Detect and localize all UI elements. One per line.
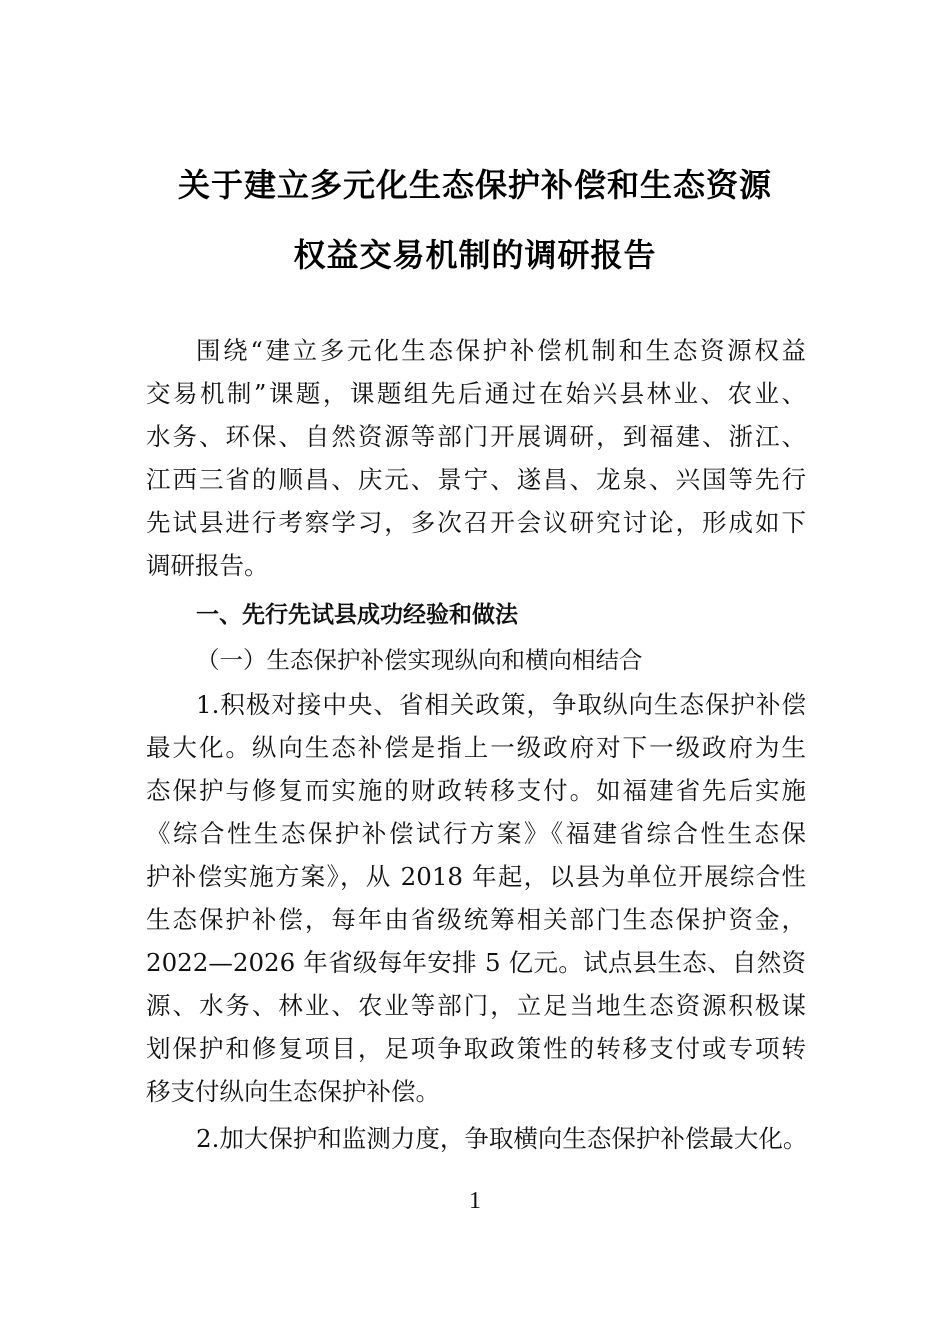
page-number: 1	[469, 1188, 481, 1214]
body-paragraph-line: 生态保护补偿，每年由省级统筹相关部门生态保护资金，	[146, 905, 806, 934]
body-paragraph-line: 最大化。纵向生态补偿是指上一级政府对下一级政府为生	[146, 733, 806, 762]
intro-paragraph-line: 交易机制”课题，课题组先后通过在始兴县林业、农业、	[146, 379, 806, 408]
intro-paragraph-line: 水务、环保、自然资源等部门开展调研，到福建、浙江、	[146, 422, 806, 451]
body-paragraph-line: 2.加大保护和监测力度，争取横向生态保护补偿最大化。	[196, 1124, 808, 1153]
intro-paragraph-line: 围绕“建立多元化生态保护补偿机制和生态资源权益	[196, 336, 806, 365]
section-heading-1: 一、先行先试县成功经验和做法	[196, 602, 518, 628]
document-title-line-1: 关于建立多元化生态保护补偿和生态资源	[177, 166, 772, 204]
body-paragraph-line: 2022—2026 年省级每年安排 5 亿元。试点县生态、自然资	[146, 948, 806, 977]
intro-paragraph-line: 江西三省的顺昌、庆元、景宁、遂昌、龙泉、兴国等先行	[146, 465, 806, 494]
body-paragraph-line: 态保护与修复而实施的财政转移支付。如福建省先后实施	[146, 776, 806, 805]
body-paragraph-line: 移支付纵向生态保护补偿。	[146, 1077, 440, 1106]
body-paragraph-line: 源、水务、林业、农业等部门，立足当地生态资源积极谋	[146, 991, 806, 1020]
body-paragraph-line: 护补偿实施方案》，从 2018 年起，以县为单位开展综合性	[146, 862, 806, 891]
document-title-line-2: 权益交易机制的调研报告	[293, 236, 657, 274]
section-heading-2: （一）生态保护补偿实现纵向和横向相结合	[196, 646, 643, 674]
body-paragraph-line: 划保护和修复项目，足项争取政策性的转移支付或专项转	[146, 1034, 806, 1063]
intro-paragraph-line: 先试县进行考察学习，多次召开会议研究讨论，形成如下	[146, 508, 806, 537]
body-paragraph-line: 1.积极对接中央、省相关政策，争取纵向生态保护补偿	[196, 690, 806, 719]
intro-paragraph-line: 调研报告。	[146, 551, 269, 580]
body-paragraph-line: 《综合性生态保护补偿试行方案》《福建省综合性生态保	[146, 819, 806, 848]
